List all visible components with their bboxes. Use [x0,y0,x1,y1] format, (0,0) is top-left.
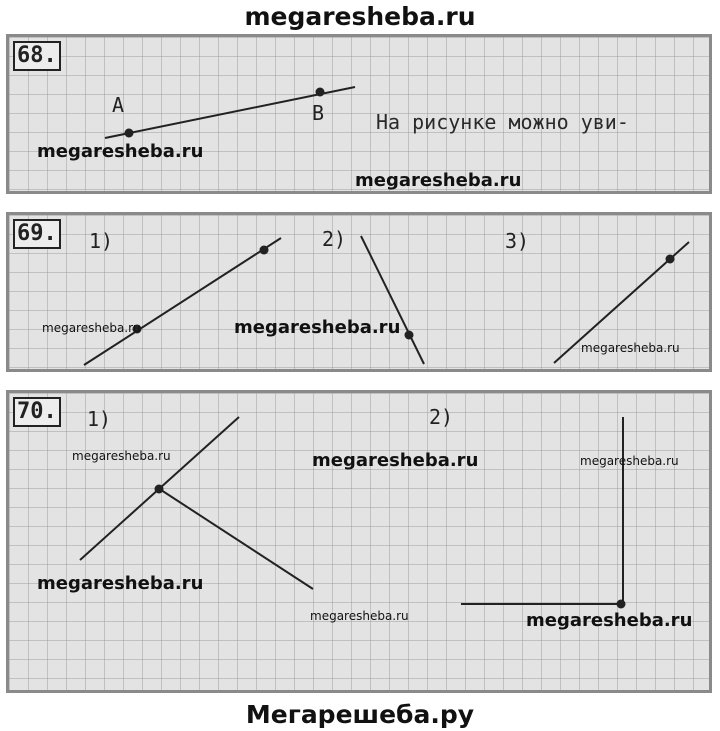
exercise-68-panel [6,34,712,194]
point-b-label: B [312,101,325,125]
watermark: megaresheba.ru [42,321,141,335]
point-a-dot [125,129,134,138]
ray-2 [361,236,424,364]
watermark: megaresheba.ru [312,450,479,471]
watermark: megaresheba.ru [581,341,680,355]
watermark: megaresheba.ru [580,454,679,468]
answer-line: На рисунке можно уви- [376,110,629,134]
site-footer[interactable]: Мегарешеба.ру [245,700,475,729]
ray-1 [84,238,281,365]
exercise-69-number: 69. [13,219,61,249]
answer-line [87,687,557,693]
part-1-label: 1) [89,229,114,253]
watermark: megaresheba.ru [234,317,401,338]
watermark: megaresheba.ru [526,610,693,631]
ray-2-start-dot [405,331,414,340]
intersection-dot [155,485,164,494]
watermark: megaresheba.ru [37,573,204,594]
exercise-69-panel [6,212,712,372]
watermark: megaresheba.ru [72,449,171,463]
part-2-label: 2) [429,405,454,429]
exercise-70-panel [6,390,712,693]
part-2-label: 2) [322,227,347,251]
part-1-label: 1) [87,407,112,431]
site-header[interactable]: megaresheba.ru [244,2,476,31]
right-angle-dot [617,600,626,609]
exercise-70-answer [87,625,557,693]
ray-3-start-dot [666,255,675,264]
point-b-dot [316,88,325,97]
ray-1-point-dot [260,246,269,255]
watermark: megaresheba.ru [37,141,204,162]
watermark: megaresheba.ru [355,170,522,191]
exercise-70-number: 70. [13,397,61,427]
part-3-label: 3) [505,229,530,253]
point-a-label: A [112,93,125,117]
watermark: megaresheba.ru [310,609,409,623]
exercise-68-number: 68. [13,41,61,71]
